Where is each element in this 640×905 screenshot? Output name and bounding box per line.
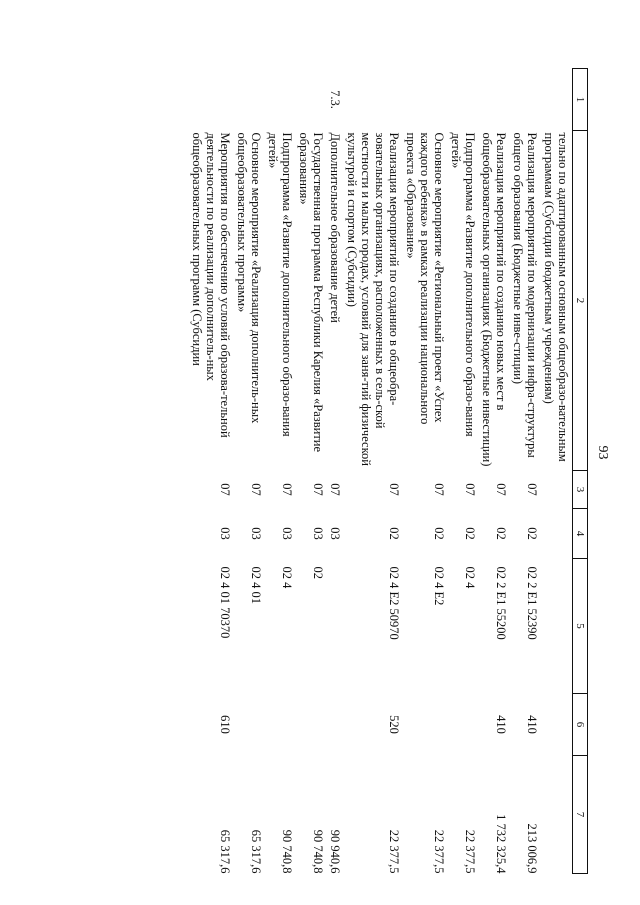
row-number: 7.3. <box>328 90 342 109</box>
expense-type-code <box>403 694 448 756</box>
target-article-code: 02 4 <box>280 566 294 589</box>
expense-type-code <box>327 694 344 756</box>
expense-type-code <box>234 694 265 756</box>
expense-type-code: 610 <box>218 715 232 734</box>
row-number <box>479 69 510 131</box>
amount: 22 377,5 <box>432 829 446 874</box>
row-number <box>403 69 448 131</box>
subsection-code: 03 <box>280 527 294 540</box>
table-row <box>234 69 265 874</box>
section-code: 07 <box>249 483 263 496</box>
row-number <box>541 69 573 131</box>
table-row <box>296 69 327 874</box>
header-cell: 6 <box>573 694 588 756</box>
section-code: 07 <box>525 483 539 496</box>
section-code: 07 <box>311 483 325 496</box>
row-name: Основное мероприятие «Реализация дополнитель-ных общеобразовательных программ» <box>235 132 263 424</box>
table-row <box>327 69 344 874</box>
amount: 213 006,9 <box>525 823 539 874</box>
header-cell: 1 <box>573 69 588 131</box>
target-article-code: 02 4 E2 <box>432 566 446 606</box>
row-number <box>189 69 234 131</box>
target-article-code: 02 4 01 70370 <box>218 566 232 639</box>
table-row <box>344 69 403 874</box>
amount: 90 740,8 <box>311 829 325 874</box>
target-article-code <box>541 559 573 694</box>
row-number <box>510 69 541 131</box>
row-number <box>265 69 296 131</box>
subsection-code: 03 <box>218 527 232 540</box>
row-name: Подпрограмма «Развитие дополнительного образо-вания детей» <box>266 132 294 437</box>
row-name: Мероприятия по обеспечению условий образова-тельной деятельности по реализации дополнитель-ных общеобразовательных программ (Субсидии <box>190 132 232 438</box>
row-name: Основное мероприятие «Региональный проект «Успех каждого ребенка» в рамках реализации национального проекта «Образование» <box>404 132 446 425</box>
table-row <box>403 69 448 874</box>
table-header-row <box>573 69 588 874</box>
target-article-code: 02 4 01 <box>249 566 263 604</box>
section-code: 07 <box>494 483 508 496</box>
row-name: тельно по адаптированным основным общеобразо-вательным программам (Субсидии бюджетным учреждениям) <box>542 132 570 462</box>
target-article-code: 02 2 E1 55200 <box>494 566 508 640</box>
amount: 22 377,5 <box>463 829 477 874</box>
row-number <box>234 69 265 131</box>
amount: 90 740,8 <box>280 829 294 874</box>
expense-type-code <box>448 694 479 756</box>
header-cell: 2 <box>573 131 588 471</box>
subsection-code: 02 <box>525 527 539 540</box>
header-cell: 3 <box>573 471 588 509</box>
section-code: 07 <box>218 483 232 496</box>
expense-type-code <box>296 694 327 756</box>
row-name: Реализация мероприятий по созданию в общеобра-зовательных организациях, расположенных в сель-ской местности и малых городах, условий для заня-тий физической культурой и спортом (Субсидии) <box>345 132 401 466</box>
expense-type-code: 410 <box>525 715 539 734</box>
target-article-code: 02 <box>311 566 325 579</box>
table-row <box>265 69 296 874</box>
subsection-code <box>541 509 573 559</box>
subsection-code: 02 <box>494 527 508 540</box>
header-cell: 5 <box>573 559 588 694</box>
expense-type-code: 520 <box>387 715 401 734</box>
subsection-code: 03 <box>328 527 342 540</box>
target-article-code: 02 2 E1 52390 <box>525 566 539 640</box>
subsection-code: 03 <box>311 527 325 540</box>
expense-type-code: 410 <box>494 715 508 734</box>
amount <box>541 756 573 874</box>
section-code: 07 <box>463 483 477 496</box>
header-cell: 7 <box>573 756 588 874</box>
table-row <box>510 69 541 874</box>
expense-type-code <box>265 694 296 756</box>
section-code <box>541 471 573 509</box>
row-name: Подпрограмма «Развитие дополнительного образо-вания детей» <box>449 132 477 437</box>
subsection-code: 02 <box>463 527 477 540</box>
budget-table <box>189 68 588 874</box>
row-number <box>296 69 327 131</box>
row-name: Реализация мероприятий по модернизации инфра-структуры общего образования (Бюджетные инве-стиции) <box>511 132 539 458</box>
target-article-code: 02 4 E2 50970 <box>387 566 401 640</box>
amount: 65 317,6 <box>218 829 232 874</box>
section-code: 07 <box>328 483 342 496</box>
amount: 1 732 325,4 <box>494 814 508 874</box>
amount: 22 377,5 <box>387 829 401 874</box>
row-name: Государственная программа Республики Карелия «Развитие образования» <box>297 132 325 453</box>
subsection-code: 03 <box>249 527 263 540</box>
page-number: 93 <box>595 445 610 460</box>
amount: 65 317,6 <box>249 829 263 874</box>
section-code: 07 <box>280 483 294 496</box>
table-row <box>479 69 510 874</box>
table-body <box>189 69 573 874</box>
row-number <box>448 69 479 131</box>
section-code: 07 <box>387 483 401 496</box>
table-row <box>541 69 573 874</box>
target-article-code: 02 4 <box>463 566 477 589</box>
row-name: Реализация мероприятий по созданию новых мест в общеобразовательных организациях (Бюджетные инвестиции) <box>480 132 508 467</box>
header-cell: 4 <box>573 509 588 559</box>
row-number <box>344 69 403 131</box>
expense-type-code <box>541 694 573 756</box>
subsection-code: 02 <box>387 527 401 540</box>
subsection-code: 02 <box>432 527 446 540</box>
table-row <box>448 69 479 874</box>
section-code: 07 <box>432 483 446 496</box>
table-row <box>189 69 234 874</box>
row-name: Дополнительное образование детей <box>328 132 342 323</box>
target-article-code <box>327 559 344 694</box>
amount: 90 940,6 <box>328 829 342 874</box>
